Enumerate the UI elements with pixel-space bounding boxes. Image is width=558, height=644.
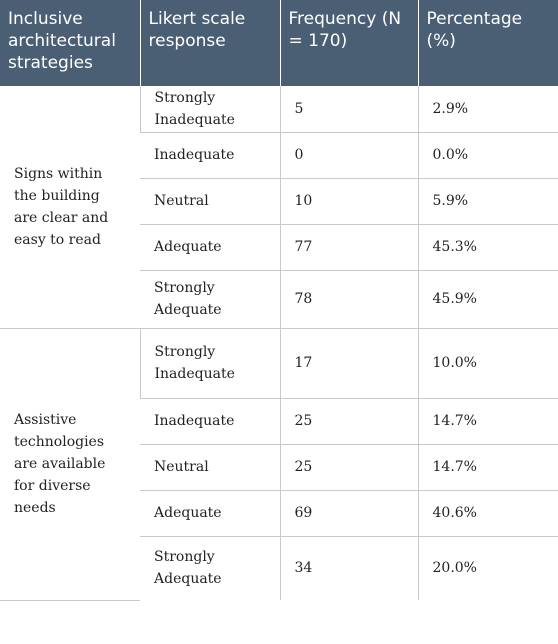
- percentage-cell: 10.0%: [418, 328, 558, 398]
- table-header: [0, 0, 558, 86]
- percentage-cell: 0.0%: [418, 132, 558, 178]
- percentage-cell: 45.9%: [418, 270, 558, 328]
- percentage-cell: 5.9%: [418, 178, 558, 224]
- percentage-cell: 45.3%: [418, 224, 558, 270]
- percentage-cell: 40.6%: [418, 490, 558, 536]
- response-cell: Strongly Inadequate: [140, 328, 280, 398]
- header-percentage: Percentage (%): [418, 0, 558, 86]
- response-cell: Strongly Adequate: [154, 549, 222, 588]
- frequency-cell: 25: [280, 444, 418, 490]
- percentage-cell: 14.7%: [418, 444, 558, 490]
- frequency-cell: 34: [280, 536, 418, 600]
- response-cell: Strongly Adequate: [140, 270, 280, 328]
- response-cell: Strongly Inadequate: [140, 86, 280, 132]
- percentage-cell: 20.0%: [418, 536, 558, 600]
- frequency-cell: 69: [280, 490, 418, 536]
- response-cell: Adequate: [140, 224, 280, 270]
- frequency-cell: 0: [280, 132, 418, 178]
- frequency-cell: 10: [280, 178, 418, 224]
- header-strategies: Inclusive architectural strategies: [0, 0, 140, 86]
- frequency-cell: 77: [280, 224, 418, 270]
- response-cell: Inadequate: [140, 398, 280, 444]
- response-cell: Neutral: [140, 444, 280, 490]
- response-cell: Neutral: [140, 178, 280, 224]
- percentage-cell: 14.7%: [418, 398, 558, 444]
- table-row: [0, 86, 558, 132]
- header-likert-response: Likert scale response: [140, 0, 280, 86]
- percentage-cell: 2.9%: [418, 86, 558, 132]
- header-row: [0, 0, 558, 86]
- table-body: [0, 86, 558, 600]
- frequency-cell: 25: [280, 398, 418, 444]
- table-row: [0, 328, 558, 398]
- response-cell: Adequate: [140, 490, 280, 536]
- frequency-cell: 5: [280, 86, 418, 132]
- response-cell: Inadequate: [140, 132, 280, 178]
- frequency-cell: 17: [280, 328, 418, 398]
- strategy-cell: Signs within the building are clear and easy to read: [0, 86, 140, 328]
- frequency-cell: 78: [280, 270, 418, 328]
- strategy-cell: Assistive technologies are available for diverse needs: [0, 328, 140, 600]
- header-frequency: Frequency (N = 170): [280, 0, 418, 86]
